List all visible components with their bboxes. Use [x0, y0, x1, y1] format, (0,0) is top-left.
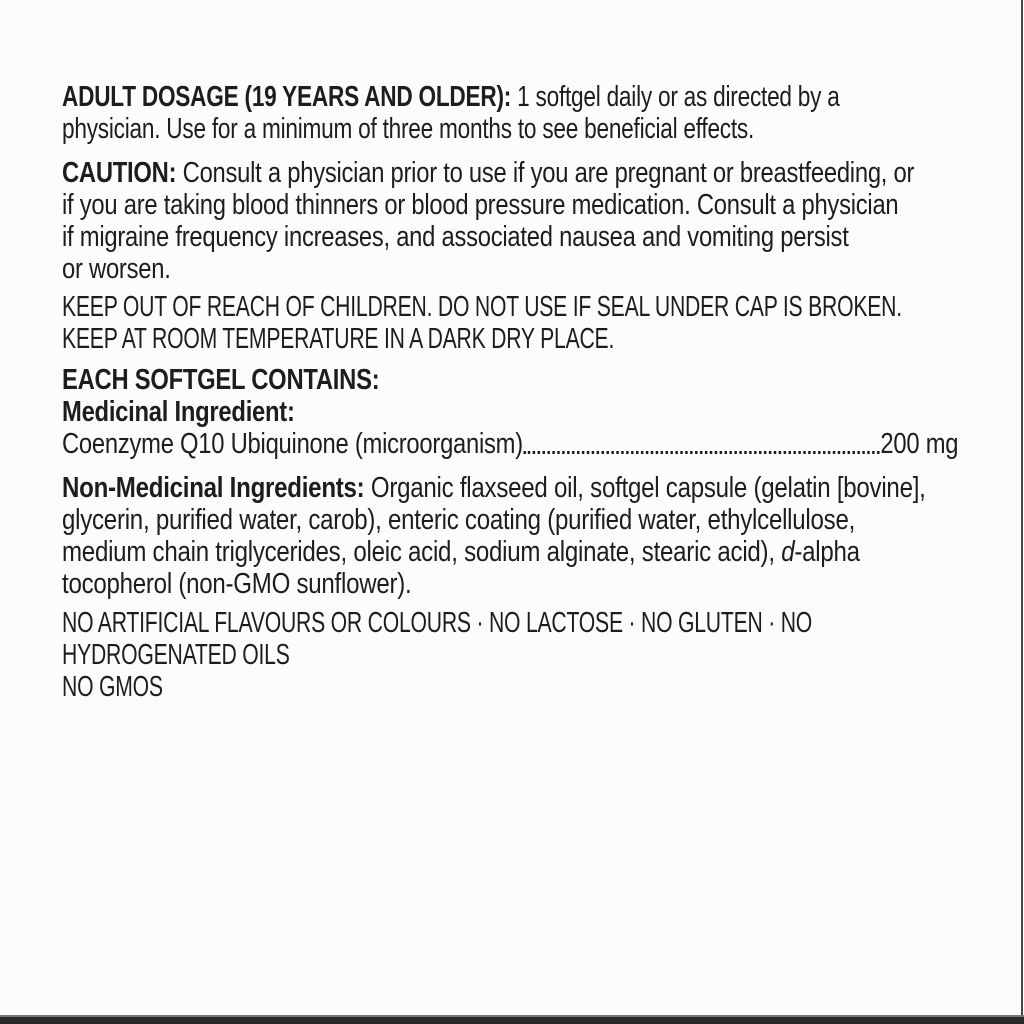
text-run: d	[781, 536, 795, 568]
text-line	[62, 157, 958, 189]
label-bottom-edge-bar	[0, 1015, 1024, 1024]
text-run: physician. Use for a minimum of three months to see beneficial effects.	[62, 113, 755, 145]
paragraph-adult-dosage	[62, 81, 915, 145]
text-line	[62, 472, 969, 504]
text-run: ADULT DOSAGE (19 YEARS AND OLDER):	[62, 81, 512, 113]
text-line	[62, 221, 958, 253]
paragraph-claims	[62, 607, 860, 703]
paragraph-storage-warning	[62, 291, 902, 355]
text-run: medium chain triglycerides, oleic acid, sodium alginate, stearic acid),	[62, 536, 782, 568]
text-run: or worsen.	[62, 253, 171, 285]
text-run: Organic flaxseed oil, softgel capsule (gelatin [bovine],	[364, 472, 926, 504]
text-run: NO GMOS	[62, 671, 163, 703]
text-run: 200 mg	[880, 428, 959, 460]
paragraph-non-medicinal	[62, 472, 969, 600]
text-run: EACH SOFTGEL CONTAINS:	[62, 364, 380, 396]
ingredient-leader-row	[62, 428, 958, 460]
text-run: Medicinal Ingredient:	[62, 396, 295, 428]
text-run: if migraine frequency increases, and associated nausea and vomiting persist	[62, 221, 849, 253]
text-line	[62, 536, 969, 568]
label-right-edge-line	[1021, 0, 1023, 1017]
text-line	[62, 253, 958, 285]
text-line	[62, 291, 902, 323]
text-run: Consult a physician prior to use if you are pregnant or breastfeeding, or	[176, 157, 915, 189]
text-line	[62, 671, 860, 703]
text-run: Coenzyme Q10 Ubiquinone (microorganism)	[62, 428, 523, 460]
text-line	[62, 639, 860, 671]
text-line	[62, 568, 969, 600]
text-line	[62, 504, 969, 536]
text-line	[62, 113, 915, 145]
text-run: NO ARTIFICIAL FLAVOURS OR COLOURS · NO LACTOSE · NO GLUTEN · NO	[62, 607, 813, 639]
text-run: Non-Medicinal Ingredients:	[62, 472, 365, 504]
ingredient-name	[62, 428, 523, 460]
ingredient-amount	[880, 428, 958, 460]
text-run: glycerin, purified water, carob), enteric coating (purified water, ethylcellulose,	[62, 504, 856, 536]
text-run: KEEP OUT OF REACH OF CHILDREN. DO NOT USE IF SEAL UNDER CAP IS BROKEN.	[62, 291, 902, 323]
label-text-column	[62, 81, 1024, 703]
dotted-leader	[524, 451, 880, 454]
text-line	[62, 189, 958, 221]
text-run: KEEP AT ROOM TEMPERATURE IN A DARK DRY PLACE.	[62, 323, 615, 355]
paragraph-contents	[62, 364, 958, 460]
text-line	[62, 396, 958, 428]
text-run: CAUTION:	[62, 157, 177, 189]
text-line	[62, 364, 958, 396]
paragraph-caution	[62, 157, 958, 285]
text-run: tocopherol (non-GMO sunflower).	[62, 568, 412, 600]
text-line	[62, 607, 860, 639]
text-run: 1 softgel daily or as directed by a	[511, 81, 840, 113]
text-line	[62, 323, 860, 355]
text-run: -alpha	[794, 536, 860, 568]
text-run: if you are taking blood thinners or blood pressure medication. Consult a physician	[62, 189, 899, 221]
text-run: HYDROGENATED OILS	[62, 639, 290, 671]
text-line	[62, 81, 915, 113]
